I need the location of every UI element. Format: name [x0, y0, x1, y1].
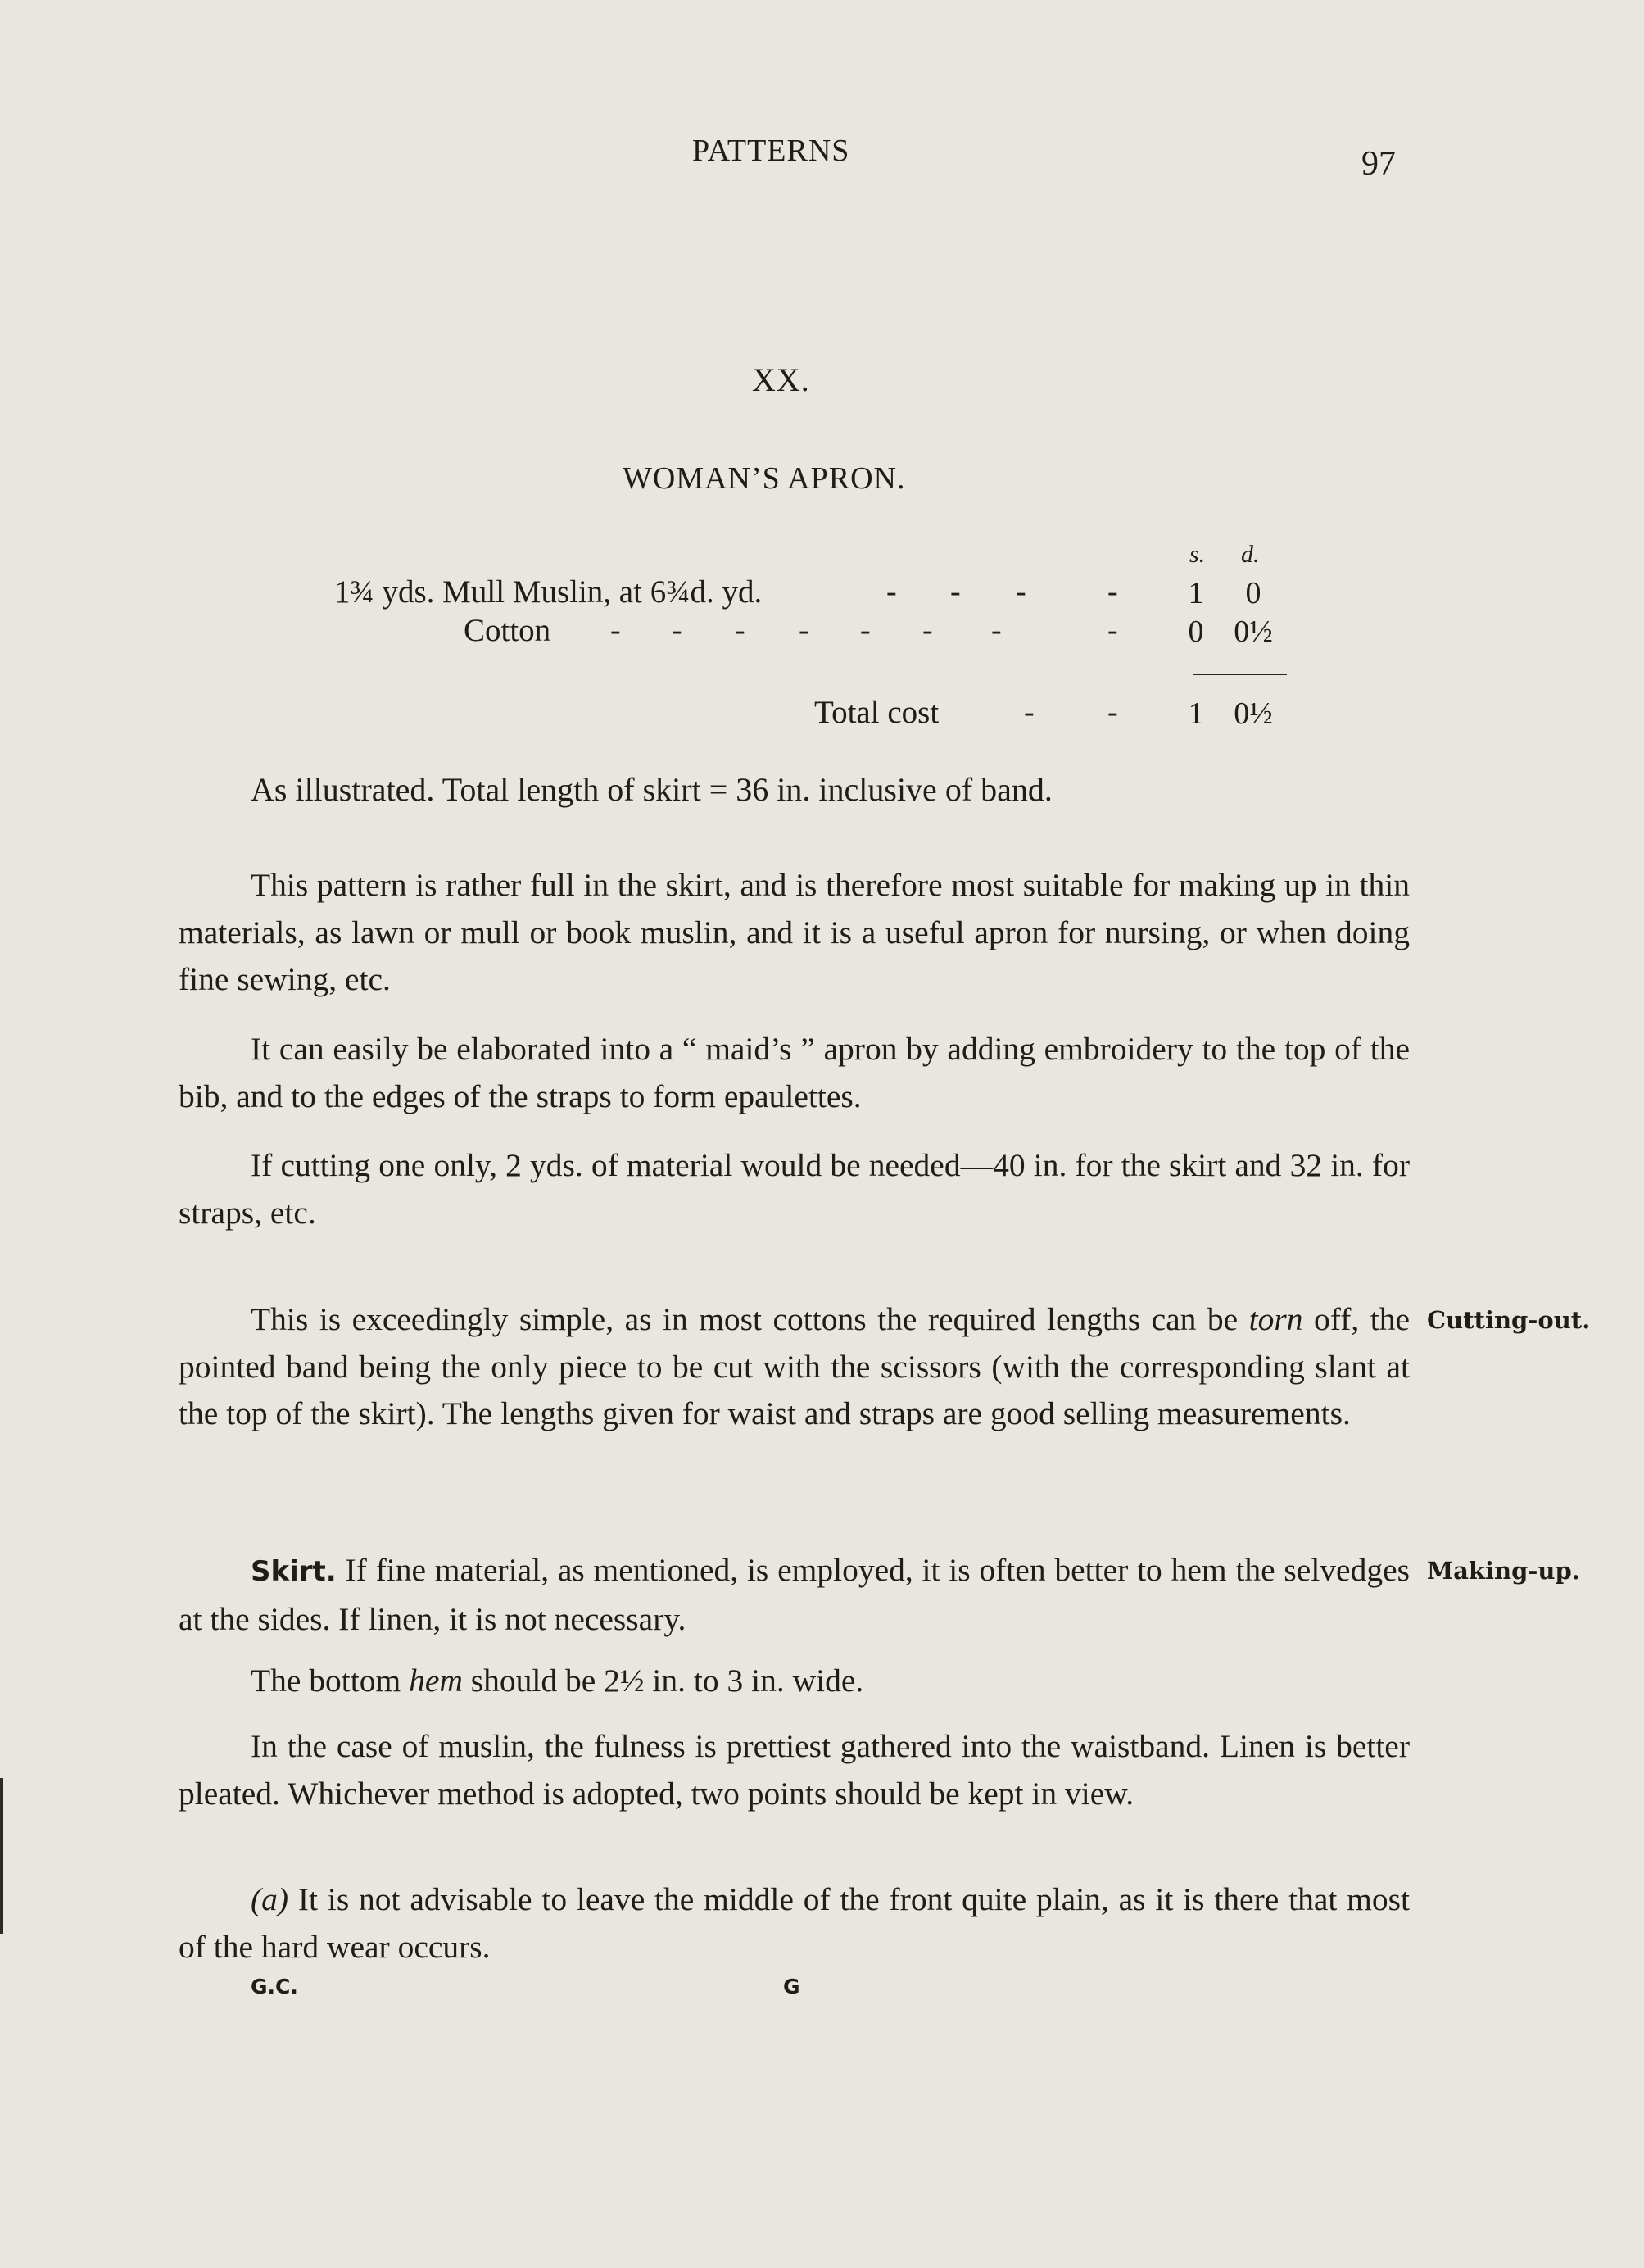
leader-dash: -: [799, 613, 809, 647]
illustrated-line: As illustrated. Total length of skirt = 36 in. inclusive of band.: [251, 771, 1053, 808]
leader-dash: -: [886, 574, 897, 609]
leader-dash: -: [860, 613, 871, 647]
leader-dash: -: [1107, 613, 1118, 647]
leader-dash: -: [1107, 695, 1118, 729]
cost-row-shillings: 0: [1188, 615, 1204, 649]
cost-row-label: Cotton: [464, 613, 551, 648]
leader-dash: -: [1107, 574, 1118, 609]
leader-dash: -: [991, 613, 1002, 647]
leader-dash: -: [922, 613, 933, 647]
paragraph: If cutting one only, 2 yds. of material would be needed—40 in. for the skirt and 32 in. for straps, etc.: [179, 1147, 1410, 1231]
cost-row-label: 1¾ yds. Mull Muslin, at 6¾d. yd.: [334, 574, 763, 610]
leader-dash: -: [950, 574, 961, 609]
chapter-number: XX.: [752, 361, 810, 398]
leader-dash: -: [735, 613, 745, 647]
paragraph: The bottom hem should be 2½ in. to 3 in. wide.: [251, 1662, 864, 1699]
paragraph: In the case of muslin, the fulness is prettiest gathered into the waistband. Linen is better pleated. Whichever method is adopted, two points should be kept in view.: [179, 1728, 1410, 1812]
total-pence: 0½: [1234, 696, 1273, 731]
sum-rule: [1193, 674, 1287, 675]
leader-dash: -: [1024, 695, 1035, 729]
side-note-cutting-out: Cutting-out.: [1427, 1306, 1591, 1334]
section-title: WOMAN’S APRON.: [623, 461, 906, 496]
paragraph: Skirt. If fine material, as mentioned, is employed, it is often better to hem the selvedges at the sides. If linen, it is not necessary.: [179, 1552, 1410, 1637]
leader-dash: -: [672, 613, 682, 647]
running-head: PATTERNS: [692, 134, 850, 168]
total-shillings: 1: [1188, 696, 1204, 731]
side-note-making-up: Making-up.: [1427, 1557, 1580, 1585]
leader-dash: -: [1016, 574, 1026, 609]
cost-row-shillings: 1: [1188, 576, 1204, 610]
signature-mark-center: G: [783, 1975, 800, 1998]
leader-dash: -: [610, 613, 621, 647]
paragraph: It can easily be elaborated into a “ maid’s ” apron by adding embroidery to the top of the bib, and to the edges of the straps to form epaulettes.: [179, 1031, 1410, 1114]
paragraph: This pattern is rather full in the skirt, and is therefore most suitable for making up in thin materials, as lawn or mull or book muslin, and it is a useful apron for nursing, or when doing fine sewing, etc.: [179, 867, 1410, 997]
page-number: 97: [1361, 145, 1396, 183]
total-label: Total cost: [814, 695, 940, 730]
signature-mark-left: G.C.: [251, 1975, 298, 1998]
column-head-shillings: s.: [1189, 541, 1206, 568]
cost-row-pence: 0: [1245, 576, 1261, 610]
column-head-pence: d.: [1241, 541, 1260, 568]
binding-edge: [0, 1778, 3, 1934]
paragraph: This is exceedingly simple, as in most cottons the required lengths can be torn off, the pointed band being the only piece to be cut with the scissors (with the corresponding slant at the top of the skirt). The lengths given for waist and straps are good selling measurements.: [179, 1301, 1411, 1431]
paragraph: (a) It is not advisable to leave the middle of the front quite plain, as it is there that most of the hard wear occurs.: [179, 1881, 1410, 1965]
cost-row-pence: 0½: [1234, 615, 1273, 649]
